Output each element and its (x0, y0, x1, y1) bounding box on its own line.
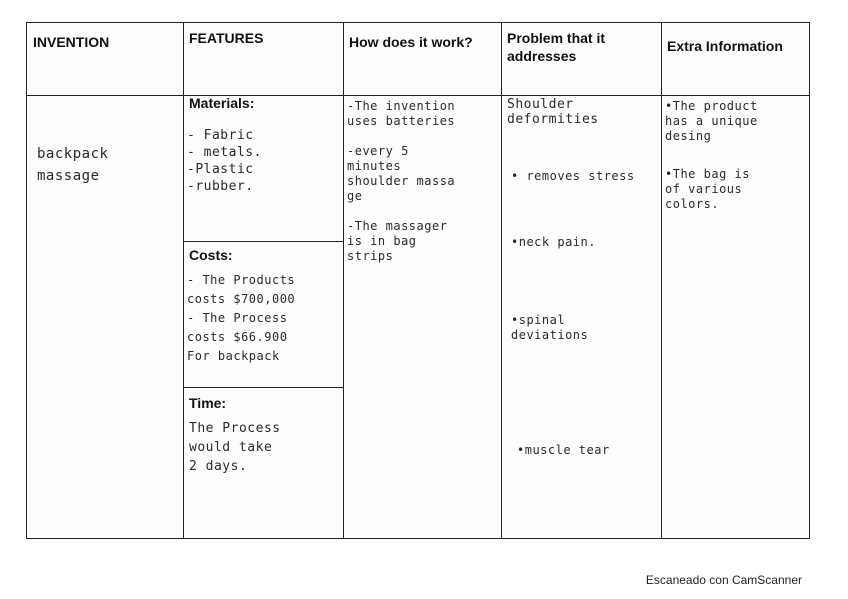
time-text: The Process would take 2 days. (189, 421, 281, 474)
time-title: Time: (189, 395, 227, 411)
materials-list: - Fabric - metals. -Plastic -rubber. (187, 128, 262, 194)
problem-2: • removes stress (511, 169, 635, 183)
problem-1: Shoulder deformities (507, 97, 599, 127)
header-features: FEATURES (189, 30, 264, 46)
invention-table (26, 22, 810, 539)
problem-4: •spinal deviations (511, 313, 589, 342)
column-divider (661, 23, 662, 538)
extra-info-2: •The bag is of various colors. (665, 167, 750, 211)
header-divider (27, 95, 809, 96)
costs-title: Costs: (189, 247, 233, 263)
extra-info-1: •The product has a unique desing (665, 99, 758, 143)
features-divider (183, 387, 343, 388)
invention-name: backpack massage (37, 146, 109, 184)
header-invention: INVENTION (33, 34, 110, 50)
header-extra-info: Extra Information (667, 38, 783, 54)
costs-text: - The Products costs $700,000 - The Process costs $66.900 For backpack (187, 273, 296, 363)
problem-5: •muscle tear (517, 443, 610, 457)
scanner-watermark: Escaneado con CamScanner (645, 573, 802, 587)
features-divider (183, 241, 343, 242)
header-how-it-works: How does it work? (349, 34, 473, 50)
problem-3: •neck pain. (511, 235, 596, 249)
column-divider (501, 23, 502, 538)
materials-title: Materials: (189, 95, 255, 111)
column-divider (183, 23, 184, 538)
column-divider (343, 23, 344, 538)
header-problem: Problem that it addresses (507, 30, 606, 64)
how-it-works-text: -The invention uses batteries -every 5 minutes shoulder massa ge -The massager is in bag strips (347, 99, 456, 263)
